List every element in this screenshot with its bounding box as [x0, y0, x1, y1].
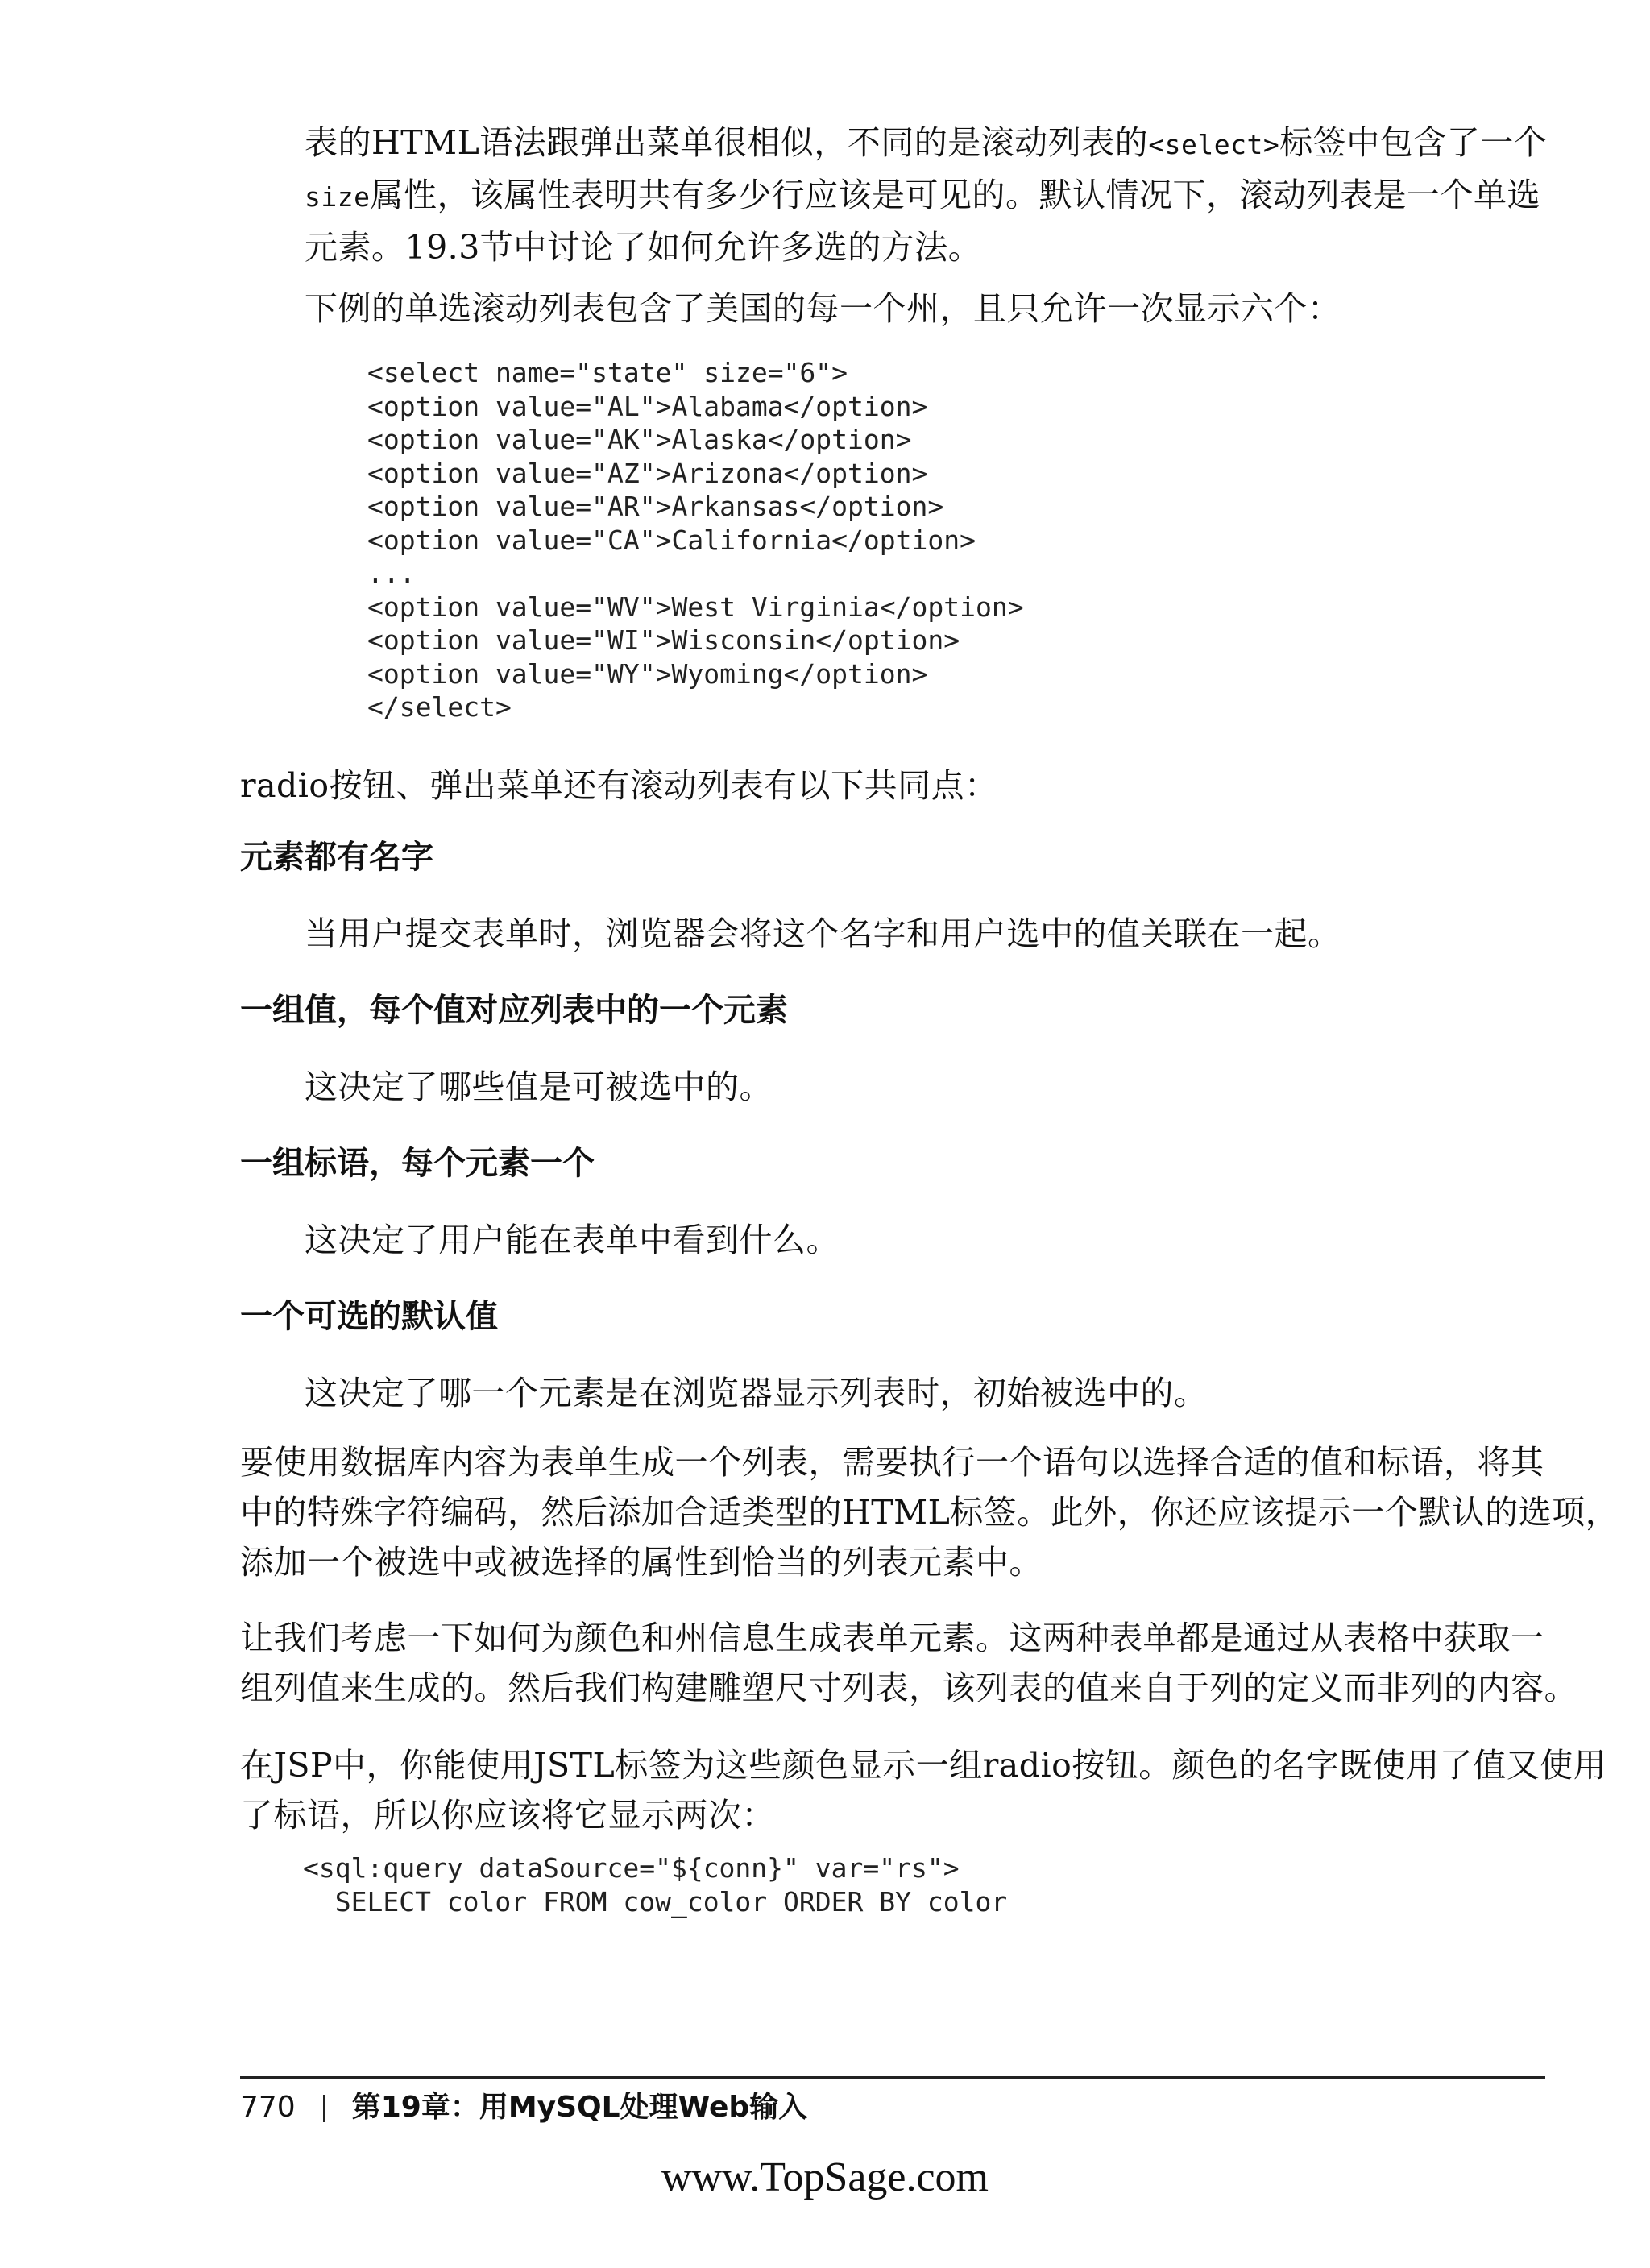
page-footer: [240, 2085, 807, 2130]
paragraph-intro: [305, 118, 1561, 272]
paragraph-example-intro: 下例的单选滚动列表包含了美国的每一个州，且只允许一次显示六个：: [305, 289, 1341, 328]
definition-term: 元素都有名字: [240, 839, 433, 876]
paragraph-db-list: [240, 1437, 1619, 1587]
paragraph-color-state: [240, 1613, 1577, 1713]
text-span: 元素。19.3节中讨论了如何允许多选的方法。: [305, 228, 982, 267]
definition-desc: 这决定了哪些值是可被选中的。: [305, 1068, 773, 1106]
text-span: 属性，该属性表明共有多少行应该是可见的。默认情况下，滚动列表是一个单选: [370, 176, 1540, 214]
text-line: 了标语，所以你应该将它显示两次：: [240, 1796, 775, 1835]
definition-term: 一个可选的默认值: [240, 1298, 498, 1335]
code-block-select: <select name="state" size="6"> <option value="AL">Alabama</option> <option value="AK">Alaska</option> <option value="AZ">Arizona</option> <option value="AR">Arkansas</option> <option value="CA">California</option> ... <option value="WV">West Virginia</option> <option value="WI">Wisconsin</option> <option value="WY">Wyoming</option> </select>: [367, 357, 1024, 723]
definition-desc: 这决定了用户能在表单中看到什么。: [305, 1221, 840, 1259]
text-line: 要使用数据库内容为表单生成一个列表，需要执行一个语句以选择合适的值和标语，将其: [240, 1443, 1544, 1482]
text-span: 表的HTML语法跟弹出菜单很相似，不同的是滚动列表的: [305, 123, 1149, 162]
text-line: 让我们考虑一下如何为颜色和州信息生成表单元素。这两种表单都是通过从表格中获取一: [240, 1619, 1544, 1657]
text-line: 中的特殊字符编码，然后添加合适类型的HTML标签。此外，你还应该提示一个默认的选项，: [240, 1493, 1619, 1532]
definition-term: 一组值，每个值对应列表中的一个元素: [240, 992, 788, 1029]
definition-term: 一组标语，每个元素一个: [240, 1145, 595, 1182]
definition-desc: 这决定了哪一个元素是在浏览器显示列表时，初始被选中的。: [305, 1374, 1208, 1412]
watermark: www.TopSage.com: [661, 2154, 989, 2200]
footer-separator: [323, 2095, 325, 2122]
inline-code: <select>: [1148, 129, 1280, 160]
paragraph-jsp: [240, 1740, 1606, 1840]
inline-code: size: [305, 181, 371, 213]
paragraph-common-points: radio按钮、弹出菜单还有滚动列表有以下共同点：: [240, 766, 998, 805]
text-line: 在JSP中，你能使用JSTL标签为这些颜色显示一组radio按钮。颜色的名字既使用了值又使用: [240, 1746, 1607, 1785]
text-span: 标签中包含了一个: [1279, 123, 1548, 162]
text-line: 添加一个被选中或被选择的属性到恰当的列表元素中。: [240, 1543, 1043, 1582]
text-line: 组列值来生成的。然后我们构建雕塑尺寸列表，该列表的值来自于列的定义而非列的内容。: [240, 1669, 1577, 1707]
page-number: 770: [240, 2091, 296, 2124]
definition-desc: 当用户提交表单时，浏览器会将这个名字和用户选中的值关联在一起。: [305, 914, 1341, 953]
code-block-sql: <sql:query dataSource="${conn}" var="rs"> SELECT color FROM cow_color ORDER BY color: [303, 1852, 1008, 1918]
chapter-title: 第19章：用MySQL处理Web输入: [351, 2091, 808, 2124]
footer-rule: [240, 2076, 1545, 2079]
